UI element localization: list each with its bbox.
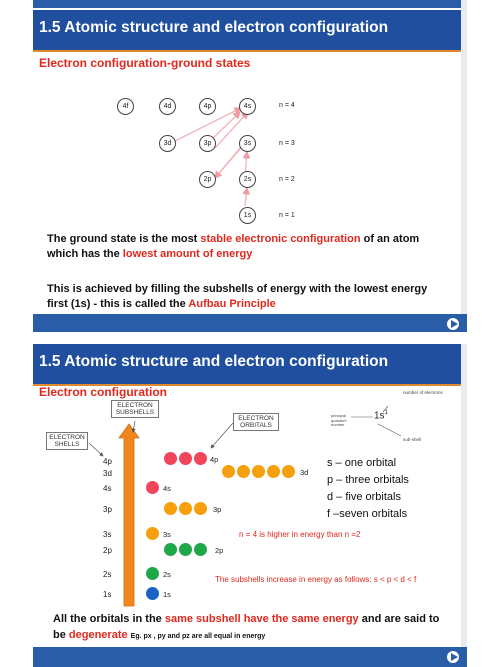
electron-shells-box: ELECTRON SHELLS (46, 432, 88, 450)
orbital-1s: 1s (239, 207, 256, 224)
dot-label-2p: 2p (215, 546, 224, 555)
orbital-dot-3d-3 (252, 465, 265, 478)
orbital-dot-1s (146, 587, 159, 600)
orbital-dot-2p-3 (194, 543, 207, 556)
ground-state-text: The ground state is the most stable electronic configuration of an atom which has the lowest amount of energy (47, 233, 420, 260)
n-label-3: n = 3 (279, 140, 295, 147)
slide-2 (33, 344, 467, 667)
orbital-dot-2s (146, 567, 159, 580)
bottom-strip (33, 647, 467, 667)
level-3p: 3p (103, 505, 112, 514)
level-2p: 2p (103, 546, 112, 555)
aufbau-text: This is achieved by filling the subshells of energy with the lowest energy first (1s) - this is called the Aufbau Principle (47, 283, 428, 310)
notation-label-subshell: sub-shell (403, 437, 422, 442)
notation-label-electrons: number of electrons (403, 390, 443, 395)
dot-label-4s: 4s (163, 484, 171, 493)
n-label-1: n = 1 (279, 212, 295, 219)
level-3d: 3d (103, 469, 112, 478)
orbital-dot-3p-2 (179, 502, 192, 515)
orbital-2p: 2p (199, 171, 216, 188)
degenerate-example: Eg. px , py and pz are all equal in energy (130, 633, 266, 640)
dot-label-1s: 1s (163, 590, 171, 599)
orbital-4s: 4s (239, 98, 256, 115)
orbital-count-f: f –seven orbitals (327, 508, 408, 520)
n-label-2: n = 2 (279, 176, 295, 183)
energy-arrow-icon (119, 424, 139, 606)
orbital-4d: 4d (159, 98, 176, 115)
degenerate-text: All the orbitals in the same subshell have the same energy and are said to be degenerate Eg. px , py and pz are all equal in energy (53, 613, 440, 641)
subshell-order-note: The subshells increase in energy as follows: s < p < d < f (215, 575, 417, 584)
orbital-dot-4p-2 (179, 452, 192, 465)
orbital-dot-4s (146, 481, 159, 494)
orbital-dot-3d-1 (222, 465, 235, 478)
orbital-dot-3s (146, 527, 159, 540)
level-2s: 2s (103, 570, 112, 579)
highlight-stable: stable electronic configuration (200, 233, 361, 245)
orbital-4f: 4f (117, 98, 134, 115)
level-1s: 1s (103, 590, 112, 599)
electron-subshells-box: ELECTRON SUBSHELLS (111, 400, 159, 418)
level-4s: 4s (103, 484, 112, 493)
slide-1-title: 1.5 Atomic structure and electron configuration (33, 10, 467, 50)
orbital-dot-2p-1 (164, 543, 177, 556)
orbital-dot-4p-3 (194, 452, 207, 465)
orbital-dot-3p-1 (164, 502, 177, 515)
dot-label-3s: 3s (163, 530, 171, 539)
orbital-dot-3d-2 (237, 465, 250, 478)
highlight-same-energy: same subshell have the same energy (164, 613, 359, 625)
orbital-count-p: p – three orbitals (327, 474, 409, 486)
dot-label-3d: 3d (300, 468, 309, 477)
highlight-aufbau: Aufbau Principle (188, 298, 276, 310)
next-slide-play-icon[interactable] (445, 649, 461, 665)
slide-2-title: 1.5 Atomic structure and electron configuration (33, 344, 467, 384)
electron-orbitals-box: ELECTRON ORBITALS (233, 413, 279, 431)
dot-label-2s: 2s (163, 570, 171, 579)
slide-2-subtitle: Electron configuration (39, 385, 168, 399)
notation-label-pqn: principal quantum number (331, 413, 347, 427)
orbital-3s: 3s (239, 135, 256, 152)
energy-note: n = 4 is higher in energy than n =2 (239, 530, 361, 539)
notation-symbol: $1s^1$ (374, 410, 388, 422)
orbital-3p: 3p (199, 135, 216, 152)
next-slide-play-icon[interactable] (445, 316, 461, 332)
orbital-dot-2p-2 (179, 543, 192, 556)
orbital-3d: 3d (159, 135, 176, 152)
orbital-count-s: s – one orbital (327, 457, 397, 469)
orbital-4p: 4p (199, 98, 216, 115)
orbital-dot-3d-4 (267, 465, 280, 478)
highlight-degenerate: degenerate (68, 629, 128, 641)
level-4p: 4p (103, 457, 112, 466)
bottom-strip (33, 314, 467, 332)
orbital-dot-3d-5 (282, 465, 295, 478)
orbital-dot-3p-3 (194, 502, 207, 515)
slide-1-subtitle: Electron configuration-ground states (39, 56, 251, 70)
level-3s: 3s (103, 530, 112, 539)
dot-label-3p: 3p (213, 505, 222, 514)
n-label-4: n = 4 (279, 102, 295, 109)
slide-1 (33, 0, 467, 332)
dot-label-4p: 4p (210, 455, 219, 464)
highlight-lowest-energy: lowest amount of energy (122, 248, 253, 260)
orbital-count-d: d – five orbitals (327, 491, 401, 503)
orbital-2s: 2s (239, 171, 256, 188)
orbital-dot-4p-1 (164, 452, 177, 465)
